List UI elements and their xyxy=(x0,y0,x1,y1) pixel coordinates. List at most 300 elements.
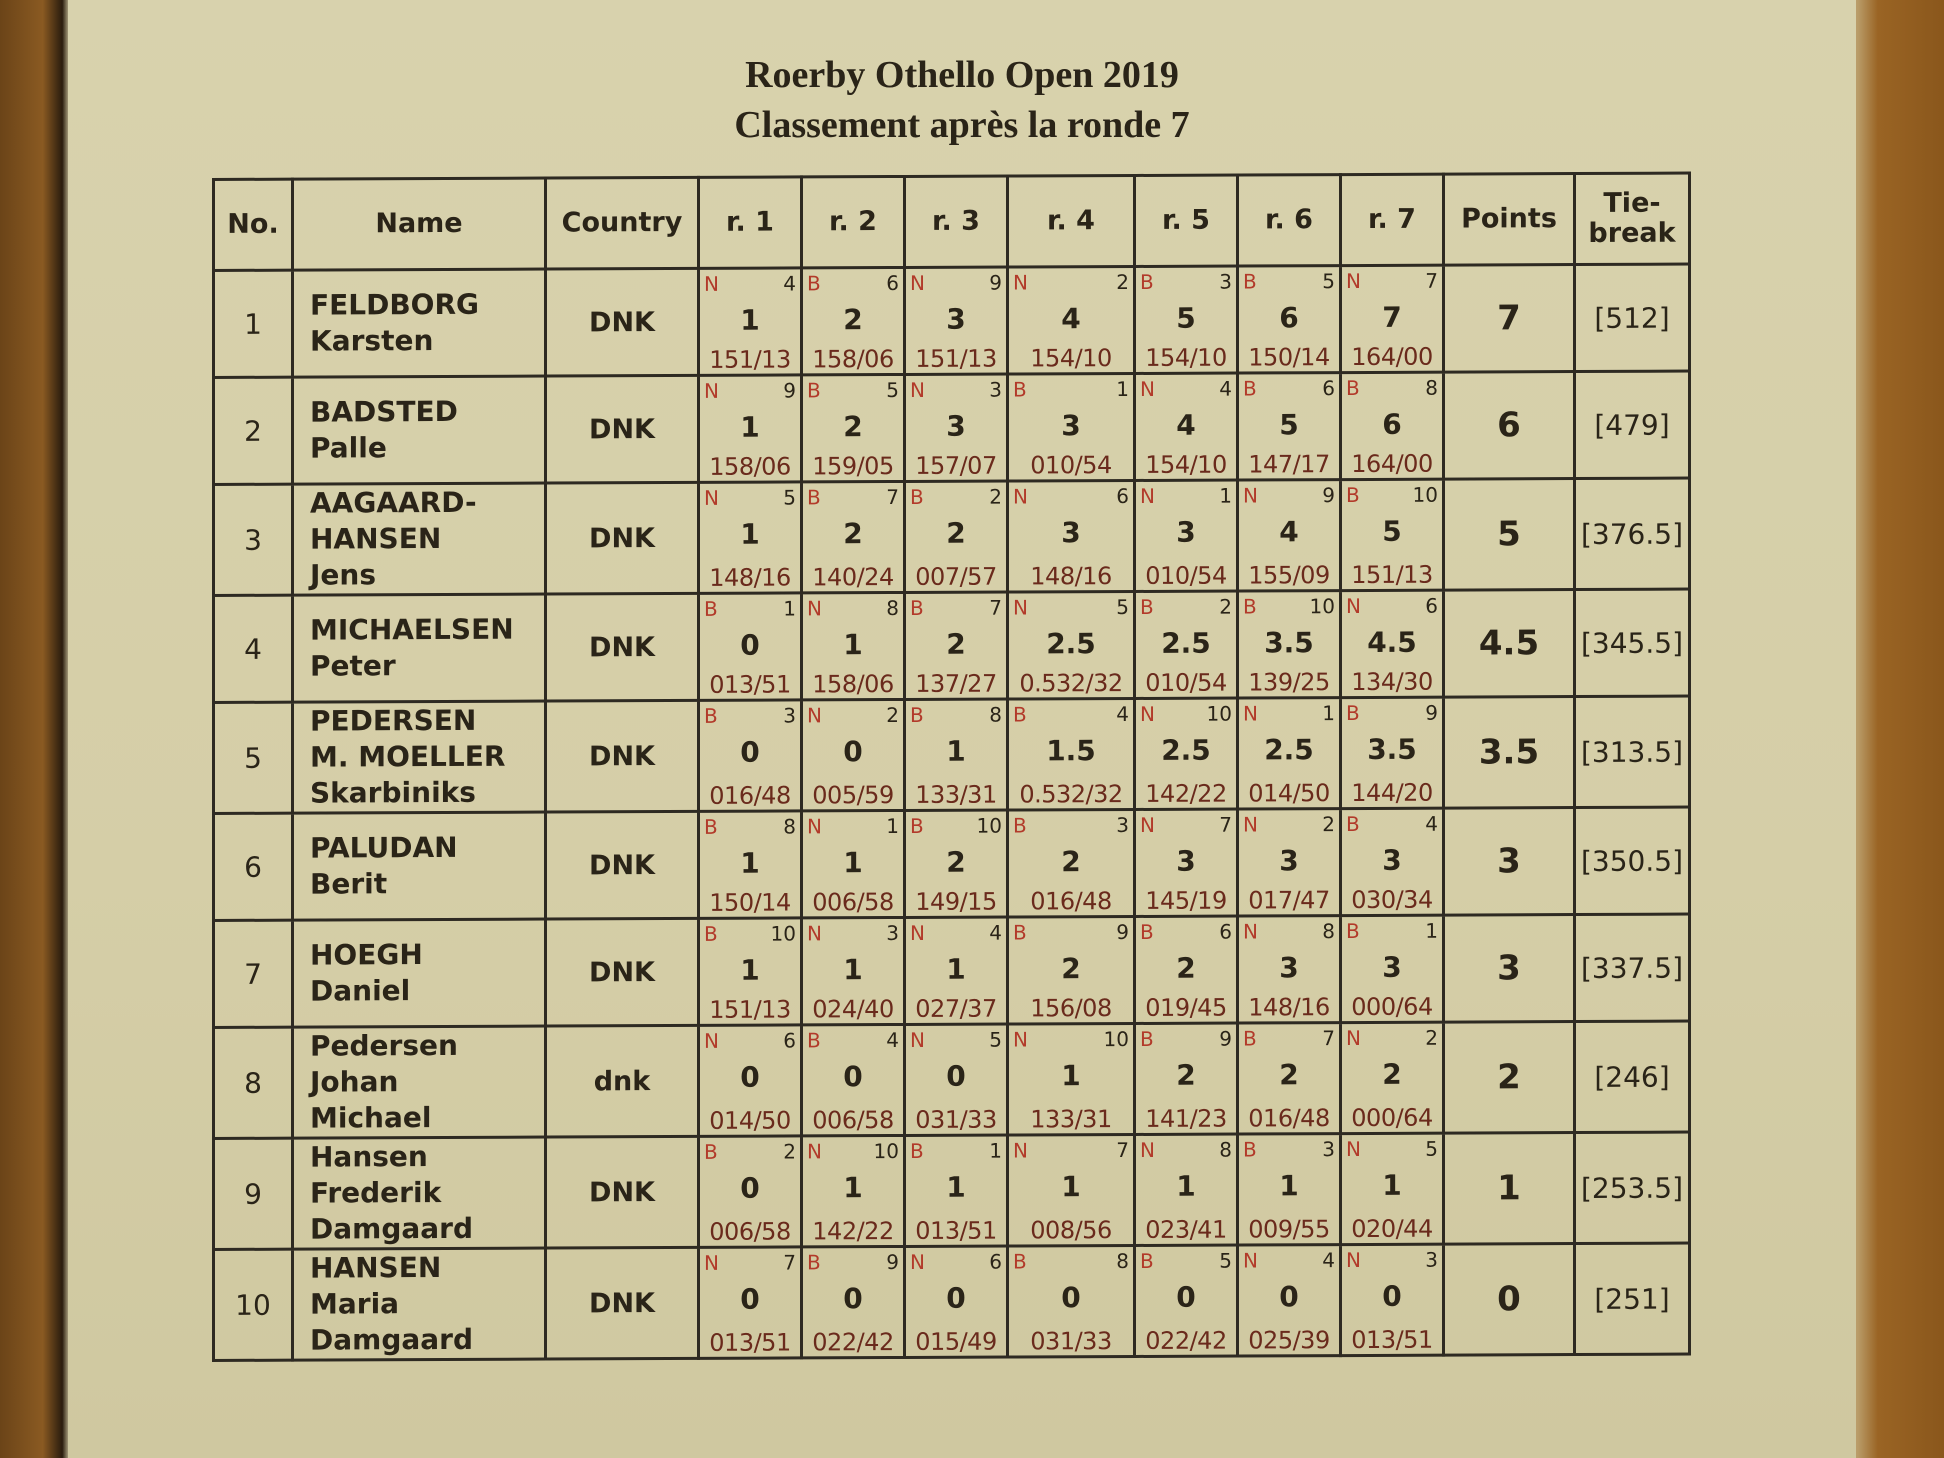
player-country: DNK xyxy=(546,375,699,483)
table-row xyxy=(214,807,1690,920)
disc-count: 010/54 xyxy=(1030,451,1112,480)
opponent-number: 2 xyxy=(1425,1025,1438,1050)
table-row xyxy=(214,696,1690,813)
disc-count: 025/39 xyxy=(1248,1326,1330,1355)
opponent-number: 7 xyxy=(989,595,1002,620)
round-result-cell xyxy=(1135,591,1238,698)
disc-color: B xyxy=(910,702,924,727)
opponent-number: 1 xyxy=(1322,701,1335,726)
round-result-cell xyxy=(1238,698,1341,809)
cumulative-score: 5 xyxy=(1382,514,1402,548)
round-result-cell xyxy=(905,917,1008,1024)
cumulative-score: 2 xyxy=(1279,1058,1299,1092)
opponent-number: 5 xyxy=(1219,1248,1232,1273)
round-result xyxy=(1009,1136,1133,1245)
player-name-line: Damgaard xyxy=(310,1211,473,1246)
cumulative-score: 0 xyxy=(1279,1280,1299,1314)
cumulative-score: 2 xyxy=(946,516,966,550)
disc-count: 006/58 xyxy=(812,1106,894,1135)
round-result xyxy=(1239,699,1339,807)
disc-color: B xyxy=(807,1028,821,1053)
cumulative-score: 3 xyxy=(1176,844,1196,878)
round-result xyxy=(906,269,1006,373)
cumulative-score: 1 xyxy=(740,517,760,551)
opponent-number: 2 xyxy=(1219,594,1232,619)
round-result xyxy=(1342,810,1442,914)
disc-color: B xyxy=(1013,813,1027,838)
player-number: 4 xyxy=(214,595,293,702)
disc-count: 030/34 xyxy=(1351,885,1433,915)
header-round-2: r. 2 xyxy=(802,176,905,267)
round-result-cell xyxy=(802,267,905,374)
disc-count: 010/54 xyxy=(1145,668,1227,697)
round-result-cell xyxy=(1238,373,1341,480)
cumulative-score: 0 xyxy=(1176,1280,1196,1314)
round-result-cell xyxy=(905,374,1008,481)
cumulative-score: 3.5 xyxy=(1264,626,1314,660)
opponent-number: 8 xyxy=(1116,1248,1129,1274)
opponent-number: 9 xyxy=(783,378,796,403)
cumulative-score: 2 xyxy=(843,517,863,551)
player-points: 3 xyxy=(1444,808,1575,916)
player-points: 3 xyxy=(1444,915,1575,1023)
disc-count: 010/54 xyxy=(1145,561,1227,590)
player-points: 0 xyxy=(1444,1244,1575,1356)
round-result-cell xyxy=(802,810,905,917)
player-number: 2 xyxy=(214,377,293,484)
header-tiebreak-line-2: break xyxy=(1588,217,1676,249)
round-result xyxy=(700,376,800,480)
player-name-cell xyxy=(293,1026,546,1138)
player-name-line: Damgaard xyxy=(310,1322,473,1357)
disc-color: N xyxy=(1013,1138,1028,1163)
round-result-cell xyxy=(1341,915,1444,1022)
round-result xyxy=(1136,268,1236,372)
round-result-cell xyxy=(1008,591,1135,699)
disc-count: 145/19 xyxy=(1145,886,1227,915)
player-name-cell xyxy=(293,269,546,377)
disc-count: 155/09 xyxy=(1248,561,1330,590)
round-result xyxy=(1136,482,1236,590)
round-result-cell xyxy=(699,482,802,593)
opponent-number: 3 xyxy=(989,377,1002,402)
disc-color: B xyxy=(807,1250,821,1275)
player-name-line: AAGAARD- xyxy=(310,485,477,520)
disc-color: N xyxy=(807,921,822,946)
cumulative-score: 3 xyxy=(1382,950,1402,984)
disc-color: N xyxy=(807,596,822,621)
disc-count: 157/07 xyxy=(915,451,997,480)
cumulative-score: 2 xyxy=(1176,1058,1196,1092)
opponent-number: 10 xyxy=(1412,482,1438,507)
player-name-line: Johan xyxy=(310,1065,399,1099)
player-name-line: PALUDAN xyxy=(310,830,458,865)
player-name-line: Palle xyxy=(310,431,387,465)
disc-color: B xyxy=(1013,377,1027,402)
round-result-cell xyxy=(699,700,802,811)
disc-color: B xyxy=(1346,700,1360,726)
round-result-cell xyxy=(905,1246,1008,1357)
round-result xyxy=(1009,700,1133,809)
disc-count: 154/10 xyxy=(1145,343,1227,372)
cumulative-score: 1 xyxy=(1382,1168,1402,1202)
round-result xyxy=(906,1248,1006,1356)
round-result xyxy=(1342,699,1442,807)
cumulative-score: 6 xyxy=(1279,301,1299,335)
opponent-number: 8 xyxy=(1322,919,1335,944)
disc-color: N xyxy=(1140,483,1155,508)
disc-color: B xyxy=(1243,269,1257,294)
disc-count: 139/25 xyxy=(1248,668,1330,697)
round-result-cell xyxy=(1008,480,1135,592)
disc-count: 031/33 xyxy=(915,1105,997,1134)
round-result xyxy=(700,269,800,373)
round-result-cell xyxy=(802,699,905,810)
disc-color: B xyxy=(910,595,924,620)
round-result-cell xyxy=(699,1025,802,1136)
opponent-number: 7 xyxy=(886,485,899,510)
disc-count: 134/30 xyxy=(1351,667,1433,697)
opponent-number: 2 xyxy=(783,1139,796,1164)
round-result xyxy=(1342,1246,1442,1354)
disc-color: N xyxy=(1346,268,1361,294)
table-row xyxy=(214,478,1690,595)
player-tiebreak: [350.5] xyxy=(1575,807,1690,915)
round-result xyxy=(1342,1135,1442,1243)
round-result xyxy=(700,483,800,591)
opponent-number: 5 xyxy=(1116,594,1129,620)
player-tiebreak: [253.5] xyxy=(1575,1132,1690,1244)
cumulative-score: 3 xyxy=(1279,844,1299,878)
disc-count: 013/51 xyxy=(1351,1325,1433,1355)
disc-color: N xyxy=(1243,812,1258,837)
disc-count: 016/48 xyxy=(709,781,791,810)
disc-count: 151/13 xyxy=(1351,560,1433,590)
cumulative-score: 0 xyxy=(1382,1279,1402,1313)
header-round-3: r. 3 xyxy=(905,176,1008,267)
cumulative-score: 1 xyxy=(843,953,863,987)
cumulative-score: 3 xyxy=(946,302,966,336)
round-result-cell xyxy=(699,918,802,1025)
disc-count: 150/14 xyxy=(1248,343,1330,372)
round-result xyxy=(700,701,800,809)
player-points: 7 xyxy=(1444,265,1575,373)
disc-count: 007/57 xyxy=(915,562,997,591)
disc-count: 158/06 xyxy=(709,452,791,481)
disc-color: N xyxy=(1013,270,1028,295)
disc-color: B xyxy=(910,1138,924,1163)
header-points: Points xyxy=(1444,174,1575,266)
disc-color: N xyxy=(807,703,822,728)
cumulative-score: 0 xyxy=(843,1060,863,1094)
standings-table xyxy=(212,172,1691,1362)
round-result-cell xyxy=(905,1135,1008,1246)
round-result xyxy=(906,701,1006,809)
round-result xyxy=(1009,593,1133,698)
disc-count: 0.532/32 xyxy=(1019,780,1123,809)
round-result-cell xyxy=(1341,479,1444,590)
cumulative-score: 5 xyxy=(1176,301,1196,335)
player-name-line: Michael xyxy=(310,1101,432,1135)
disc-color: N xyxy=(910,920,925,945)
round-result-cell xyxy=(1238,1245,1341,1356)
cumulative-score: 1 xyxy=(1061,1170,1081,1204)
round-result xyxy=(906,1026,1006,1134)
disc-count: 133/31 xyxy=(915,780,997,809)
player-name-line: Berit xyxy=(310,867,388,901)
round-result xyxy=(803,376,903,480)
round-result xyxy=(803,269,903,373)
cumulative-score: 2 xyxy=(1061,845,1081,879)
disc-color: B xyxy=(1243,376,1257,401)
opponent-number: 2 xyxy=(886,703,899,728)
opponent-number: 8 xyxy=(1425,375,1438,400)
player-name-line: Frederik xyxy=(310,1175,442,1210)
opponent-number: 10 xyxy=(976,813,1002,838)
opponent-number: 3 xyxy=(1322,1137,1335,1162)
opponent-number: 5 xyxy=(886,378,899,403)
player-name-cell xyxy=(293,483,546,595)
disc-count: 022/42 xyxy=(812,1328,894,1357)
disc-color: B xyxy=(1140,919,1154,944)
cumulative-score: 1 xyxy=(740,953,760,987)
disc-count: 016/48 xyxy=(1248,1104,1330,1133)
disc-color: B xyxy=(1013,702,1027,727)
player-name-line: MICHAELSEN xyxy=(310,612,514,647)
disc-color: B xyxy=(1140,1248,1154,1273)
disc-color: N xyxy=(704,271,719,296)
round-result xyxy=(1136,1136,1236,1244)
round-result-cell xyxy=(1135,480,1238,591)
disc-color: N xyxy=(807,814,822,839)
opponent-number: 8 xyxy=(1219,1137,1232,1162)
cumulative-score: 2 xyxy=(843,303,863,337)
disc-count: 0.532/32 xyxy=(1019,669,1123,698)
player-name-line: Karsten xyxy=(310,324,434,358)
cumulative-score: 0 xyxy=(843,1282,863,1316)
round-result-cell xyxy=(1135,916,1238,1023)
round-result xyxy=(1239,374,1339,478)
disc-count: 141/23 xyxy=(1145,1104,1227,1133)
cumulative-score: 5 xyxy=(1279,408,1299,442)
cumulative-score: 3 xyxy=(1176,515,1196,549)
player-name-line: HANSEN xyxy=(310,1250,442,1285)
disc-count: 014/50 xyxy=(1248,779,1330,808)
opponent-number: 4 xyxy=(1322,1248,1335,1273)
disc-count: 133/31 xyxy=(1030,1105,1112,1134)
round-result-cell xyxy=(1341,372,1444,479)
header-round-1: r. 1 xyxy=(699,177,802,268)
disc-color: N xyxy=(1346,1025,1361,1051)
round-result xyxy=(1009,1025,1133,1134)
opponent-number: 4 xyxy=(886,1028,899,1053)
disc-count: 027/37 xyxy=(915,994,997,1023)
round-result xyxy=(803,812,903,916)
table-row xyxy=(214,1243,1690,1360)
player-name-cell xyxy=(293,376,546,484)
round-result-cell xyxy=(1341,265,1444,372)
player-name-line: M. MOELLER xyxy=(310,739,506,774)
round-result xyxy=(1342,374,1442,478)
round-result-cell xyxy=(699,1247,802,1358)
disc-count: 009/55 xyxy=(1248,1215,1330,1244)
table-row xyxy=(214,371,1690,484)
disc-count: 144/20 xyxy=(1351,778,1433,808)
opponent-number: 5 xyxy=(989,1027,1002,1052)
player-name-cell xyxy=(293,1248,546,1360)
opponent-number: 3 xyxy=(1116,812,1129,838)
round-result-cell xyxy=(905,481,1008,592)
opponent-number: 8 xyxy=(989,702,1002,727)
round-result-cell xyxy=(802,1024,905,1135)
player-country: dnk xyxy=(546,1025,699,1137)
opponent-number: 9 xyxy=(1322,483,1335,508)
player-name-line: Maria xyxy=(310,1287,400,1321)
disc-color: N xyxy=(1140,376,1155,401)
disc-count: 031/33 xyxy=(1030,1327,1112,1356)
cumulative-score: 4 xyxy=(1176,408,1196,442)
round-result-cell xyxy=(1238,1134,1341,1245)
cumulative-score: 1 xyxy=(946,952,966,986)
round-result xyxy=(1342,592,1442,696)
player-name-line: FELDBORG xyxy=(310,287,480,322)
disc-color: N xyxy=(1140,701,1155,726)
disc-count: 024/40 xyxy=(812,995,894,1024)
round-result xyxy=(1342,917,1442,1021)
opponent-number: 3 xyxy=(1425,1247,1438,1272)
player-tiebreak: [246] xyxy=(1575,1021,1690,1133)
player-name-line: HANSEN xyxy=(310,521,442,556)
round-result xyxy=(1009,482,1133,591)
cumulative-score: 1 xyxy=(740,303,760,337)
disc-count: 014/50 xyxy=(709,1106,791,1135)
round-result xyxy=(906,812,1006,916)
disc-count: 137/27 xyxy=(915,669,997,698)
header-round-6: r. 6 xyxy=(1238,175,1341,266)
disc-color: B xyxy=(1346,811,1360,837)
opponent-number: 7 xyxy=(1425,268,1438,293)
disc-color: B xyxy=(704,703,718,728)
disc-color: N xyxy=(910,1249,925,1274)
disc-color: N xyxy=(704,378,719,403)
round-result-cell xyxy=(1341,808,1444,915)
round-result xyxy=(1239,917,1339,1021)
opponent-number: 7 xyxy=(783,1250,796,1275)
disc-count: 022/42 xyxy=(1145,1326,1227,1355)
disc-count: 005/59 xyxy=(812,781,894,810)
round-result-cell xyxy=(1341,697,1444,808)
round-result-cell xyxy=(905,810,1008,917)
header-tiebreak xyxy=(1575,173,1690,265)
disc-color: B xyxy=(704,1139,718,1164)
disc-count: 148/16 xyxy=(1030,562,1112,591)
round-result-cell xyxy=(1341,1133,1444,1244)
disc-color: N xyxy=(910,270,925,295)
opponent-number: 1 xyxy=(1219,483,1232,508)
player-name-cell xyxy=(293,1137,546,1249)
round-result xyxy=(700,812,800,916)
cumulative-score: 3 xyxy=(1382,843,1402,877)
disc-color: N xyxy=(807,1139,822,1164)
cumulative-score: 1 xyxy=(843,628,863,662)
opponent-number: 10 xyxy=(1309,594,1335,619)
opponent-number: 8 xyxy=(886,596,899,621)
round-result xyxy=(1009,268,1133,373)
cumulative-score: 0 xyxy=(946,1281,966,1315)
player-tiebreak: [376.5] xyxy=(1575,478,1690,590)
player-country: DNK xyxy=(546,593,699,701)
round-result xyxy=(1009,811,1133,916)
round-result xyxy=(700,1248,800,1356)
player-name-line: PEDERSEN xyxy=(310,703,477,738)
disc-color: N xyxy=(1346,593,1361,619)
opponent-number: 4 xyxy=(783,271,796,296)
cumulative-score: 3.5 xyxy=(1367,732,1417,766)
round-result xyxy=(1239,267,1339,371)
opponent-number: 4 xyxy=(1219,376,1232,401)
round-result xyxy=(906,483,1006,591)
player-country: DNK xyxy=(546,811,699,919)
round-result xyxy=(1136,918,1236,1022)
cumulative-score: 0 xyxy=(740,1282,760,1316)
cumulative-score: 2 xyxy=(843,410,863,444)
disc-color: B xyxy=(1346,482,1360,508)
cumulative-score: 1 xyxy=(946,1170,966,1204)
disc-count: 023/41 xyxy=(1145,1215,1227,1244)
opponent-number: 1 xyxy=(1116,376,1129,402)
opponent-number: 7 xyxy=(1219,812,1232,837)
round-result-cell xyxy=(1008,1245,1135,1357)
round-result-cell xyxy=(905,592,1008,699)
round-result xyxy=(803,594,903,698)
disc-color: N xyxy=(1140,812,1155,837)
opponent-number: 9 xyxy=(1219,1026,1232,1051)
round-result-cell xyxy=(1008,916,1135,1024)
disc-color: B xyxy=(910,813,924,838)
opponent-number: 3 xyxy=(886,921,899,946)
disc-count: 006/58 xyxy=(812,888,894,917)
opponent-number: 4 xyxy=(1116,701,1129,727)
opponent-number: 1 xyxy=(886,814,899,839)
header-round-7: r. 7 xyxy=(1341,174,1444,265)
disc-color: B xyxy=(704,921,718,946)
cumulative-score: 0 xyxy=(1061,1281,1081,1315)
disc-color: B xyxy=(1140,594,1154,619)
round-result-cell xyxy=(905,699,1008,810)
cumulative-score: 0 xyxy=(946,1059,966,1093)
disc-count: 156/08 xyxy=(1030,994,1112,1023)
round-result-cell xyxy=(1238,591,1341,698)
opponent-number: 3 xyxy=(1219,269,1232,294)
round-result xyxy=(906,376,1006,480)
disc-color: B xyxy=(1013,920,1027,945)
player-country: DNK xyxy=(546,700,699,812)
disc-count: 159/05 xyxy=(812,452,894,481)
opponent-number: 5 xyxy=(783,485,796,510)
round-result-cell xyxy=(1135,809,1238,916)
player-tiebreak: [337.5] xyxy=(1575,914,1690,1022)
player-tiebreak: [479] xyxy=(1575,371,1690,479)
disc-color: N xyxy=(1243,1248,1258,1273)
header-tiebreak-line-1: Tie- xyxy=(1603,187,1661,219)
disc-color: N xyxy=(1243,701,1258,726)
player-number: 7 xyxy=(214,920,293,1027)
disc-count: 150/14 xyxy=(709,888,791,917)
disc-color: B xyxy=(1346,918,1360,944)
round-result xyxy=(1009,375,1133,480)
disc-color: N xyxy=(704,1250,719,1275)
disc-color: B xyxy=(704,596,718,621)
